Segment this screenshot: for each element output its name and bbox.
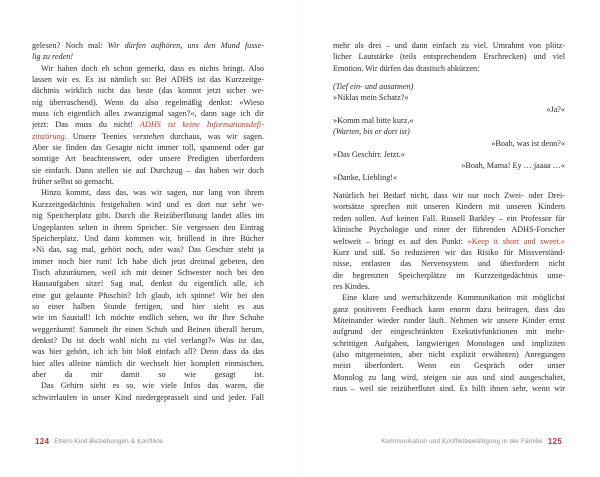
text-line	[333, 224, 565, 235]
text-line	[333, 160, 565, 171]
text-line	[333, 92, 565, 103]
text-segment: nisse, entlasten das Nervensystem und überfordern nicht	[333, 259, 565, 269]
text-segment: verstehen	[132, 131, 165, 141]
text-segment: die begrenzten Speicherplätze im Kurzzeitgedächtnis unse-	[333, 270, 565, 280]
text-segment: lassen wir es. Es ist nämlich so: Bei ADHS ist das Kurzzeitge-	[32, 75, 264, 85]
right-page-footer	[381, 437, 567, 446]
text-line	[32, 85, 264, 96]
text-line	[333, 315, 565, 326]
text-segment: (Tief ein- und ausatmen)	[333, 82, 414, 92]
text-line	[333, 74, 565, 81]
text-segment: wortsätze sprechen mit unseren Kindern mit unseren Kindern	[333, 202, 565, 212]
text-line	[32, 153, 264, 164]
text-line	[32, 165, 264, 176]
text-line	[333, 201, 565, 212]
text-line	[32, 199, 264, 210]
text-line	[32, 233, 264, 244]
text-line	[333, 51, 565, 62]
text-line	[333, 236, 565, 247]
text-segment: raus – weil sie reizüberflutet sind. Es hilft ihnen sehr, wenn wir	[333, 383, 565, 393]
text-segment: (Warten, bis er dort ist)	[333, 127, 410, 137]
text-line	[32, 312, 264, 323]
text-line	[333, 81, 565, 92]
text-segment: Kurz und süß. So reduzieren wir das Risiko für Missverständ-	[333, 247, 565, 257]
text-line	[32, 278, 264, 289]
text-line	[333, 349, 565, 360]
text-segment: aber da mir damit so wie gesagt ist.	[32, 369, 264, 379]
text-line	[333, 258, 565, 269]
text-segment: Ungeplanten selten in ihrem Speicher. Sie vergessen den Eintrag	[32, 222, 264, 232]
text-segment: mehr als drei – und dann einfach zu viel. Umrahmt von plötz-	[333, 41, 565, 50]
page-gutter	[300, 0, 301, 477]
text-segment: immer noch hier rum! Ich habe dich jetzt dreimal gebeten, den	[32, 256, 264, 266]
text-segment: schrittigen Aufgaben, langwierigen Monologen und impliziten	[333, 338, 565, 348]
text-line	[32, 358, 264, 369]
text-line	[32, 40, 264, 51]
text-segment: Miteinander wieder runder läuft. Nehmen wir unsere Kinder ernst	[333, 315, 565, 325]
text-segment: meist überfordert. Wenn ein Gespräch oder unser	[333, 361, 565, 371]
text-line	[333, 326, 565, 337]
text-line	[333, 304, 565, 315]
text-segment: was hier gehört, ich ich bin bloß einfach all? Denn dass da das	[32, 347, 264, 357]
text-segment: res Kindes.	[333, 281, 370, 291]
text-line	[32, 244, 264, 255]
text-line	[333, 292, 565, 303]
text-segment: weltweit – bringt es auf den Punkt:	[333, 236, 468, 246]
text-segment: »Ni das, sag mal, gehört noch, oder was? Das Geschirr steht ja	[32, 245, 264, 255]
text-line	[333, 115, 565, 126]
text-segment: Speicherplatz. Und dann kommen wir, brüllend in ihre Bücher	[32, 233, 264, 243]
text-line	[32, 324, 264, 335]
text-segment: zitstörung.	[32, 131, 67, 141]
text-segment: Eine klare und wertschätzende Kommunikation mit möglichst	[342, 293, 565, 303]
text-segment: wie im Saustall! Ich möchte endlich sehen, wo ihr Ihre Schuhe	[32, 313, 264, 323]
text-segment: Wir dürfen aufhören, uns den Mund fusse-	[107, 41, 264, 50]
left-page	[32, 40, 264, 403]
text-line	[32, 369, 264, 380]
text-segment: Wir haben doch eh schon gemerkt, dass es nichts bringt. Also	[41, 63, 264, 73]
text-line	[333, 281, 565, 292]
text-segment: denkst? Du ist doch wohl nicht zu viel verlangt?« Was ist das,	[32, 335, 264, 345]
text-line	[333, 104, 565, 115]
text-line	[32, 187, 264, 198]
text-line	[333, 63, 565, 74]
text-line	[32, 63, 264, 74]
text-segment: (also mitgemeinten, aber nicht explizit erwähnten) Anregungen	[333, 349, 565, 359]
text-line	[333, 190, 565, 201]
text-segment: hier alles alleine nämlich dir wechselt hier komplett einmischen,	[32, 358, 264, 368]
text-line	[333, 183, 565, 190]
running-head-right: Kommunikation und Konfliktbewältigung in der Familie	[381, 438, 543, 445]
text-line	[32, 142, 264, 153]
text-segment: ADHS ist keine Informationsdefi-	[139, 120, 264, 130]
text-segment: Kurzzeitgedächtnis festgehalten wird und es dort nur sehr we-	[32, 199, 264, 209]
text-line	[32, 119, 264, 130]
text-segment: sie einfach. Dann stellen sie auf Durchzug – das haben wir doch	[32, 165, 264, 175]
text-line	[32, 97, 264, 108]
text-line	[32, 256, 264, 267]
text-line	[333, 213, 565, 224]
text-segment: dächtnis wirklich nicht das beste (das kommt jetzt sicher we-	[32, 86, 264, 96]
text-line	[333, 138, 565, 149]
page-number-left: 124	[35, 437, 50, 446]
text-line	[32, 131, 264, 142]
text-line	[333, 40, 565, 51]
text-segment: so einer halben Stunde fertigen, und hier sieht es aus	[32, 301, 264, 311]
text-segment: nig Speicherplatz gibt. Durch die Reizüberflutung landet alles im	[32, 211, 264, 221]
text-line	[333, 172, 565, 183]
text-line	[333, 270, 565, 281]
text-segment: sonstige Art beachtenswert, oder unsere Predigten überfordern	[32, 154, 264, 164]
text-segment: klinische Psychologie und einer der führenden ADHS-Forscher	[333, 225, 565, 235]
text-segment: schwirrlaufen in unser Kind niedergeprasselt sind und jeder. Fall	[32, 392, 264, 402]
text-segment: »Keep it short and sweet.«	[467, 236, 565, 246]
text-line	[32, 74, 264, 85]
text-segment: früher selbst so gemacht.	[32, 177, 114, 187]
text-segment: gelesen? Noch mal:	[32, 41, 108, 50]
text-segment: aufgrund der eingeschränkten Exekutivfunktionen mit mehr-	[333, 327, 565, 337]
running-head-left: Eltern-Kind-Beziehungen & Konflikte	[54, 438, 164, 445]
text-line	[32, 108, 264, 119]
text-segment: »Das Geschirr. Jetzt.«	[333, 150, 405, 160]
text-line	[333, 247, 565, 258]
text-line	[333, 360, 565, 371]
text-segment: Hinzu kommt, dass das, was wir sagen, nur lang von ihrem	[41, 188, 264, 198]
text-line	[32, 176, 264, 187]
text-line	[32, 210, 264, 221]
text-segment: Unsere Teenies	[66, 131, 133, 141]
text-line	[333, 383, 565, 394]
text-segment: Aber sie finden das Gesagte nicht immer toll, spannend oder gar	[32, 143, 264, 153]
text-line	[32, 380, 264, 391]
text-segment: eine gut gelaunte Pfuschin? Ich glaub, ich spinne! Wir bei den	[32, 290, 264, 300]
right-page	[333, 40, 565, 394]
text-line	[333, 149, 565, 160]
text-segment: durchaus, was wir sagen.	[164, 131, 264, 141]
text-segment: nig überraschend). Wenn du also regelmäßig denkst: »Wieso	[32, 97, 264, 107]
text-segment: »Boah, was ist denn?«	[491, 138, 565, 148]
text-line	[333, 126, 565, 137]
text-line	[32, 335, 264, 346]
text-line	[32, 346, 264, 357]
text-segment: Tisch abzuräumen, weil ich mit deiner Schwester noch bei den	[32, 267, 264, 277]
text-line	[32, 51, 264, 62]
text-line	[32, 290, 264, 301]
text-segment: reden sollen. Auf keinen Fall. Russell Barkley – ein Professor für	[333, 213, 565, 223]
text-line	[32, 222, 264, 233]
text-segment: Emotion. Wir dürfen das drastisch abkürzen:	[333, 63, 480, 73]
text-line	[333, 338, 565, 349]
text-segment: Monolog zu lang wird, steigen sie aus und sind ausgeschaltet,	[333, 372, 565, 382]
text-line	[32, 392, 264, 403]
text-segment: Natürlich bei Bedarf nicht, dass wir nur noch Zwei- oder Drei-	[333, 191, 565, 201]
text-segment: »Danke, Liebling!«	[333, 172, 398, 182]
page-number-right: 125	[547, 437, 562, 446]
text-segment: weggeräumt! Sammelt ihr einen Schuh und Beinen überall herum,	[32, 324, 264, 334]
text-line	[333, 372, 565, 383]
text-segment: licher Lautstärke (teils entsprechendem Erschrecken) und viel	[333, 52, 565, 62]
text-segment: »Ja?«	[546, 104, 565, 114]
text-segment: »Boah, Mama! Ey … jaaaa …«	[461, 161, 565, 171]
text-segment: muss ich eigentlich alles zwanzigmal sagen?«, dann sage ich dir	[32, 109, 264, 119]
text-segment: Hausaufgaben sitze! Sag mal, denkst du eigentlich alle, ich	[32, 279, 264, 289]
text-segment: jetzt: Das muss du nicht!	[32, 120, 140, 130]
text-segment: Das Gehirn sieht es so, wie viele Infos das waren, die	[41, 381, 264, 391]
text-segment: »Komm mal bitte kurz.«	[333, 116, 414, 126]
text-line	[32, 267, 264, 278]
left-page-footer	[30, 437, 163, 446]
text-segment: »Niklas mein Schatz?«	[333, 93, 409, 103]
text-segment: lig zu reden!	[32, 52, 74, 62]
text-segment: ganz positivem Feedback kann enorm dazu beitragen, dass das	[333, 304, 565, 314]
text-line	[32, 301, 264, 312]
